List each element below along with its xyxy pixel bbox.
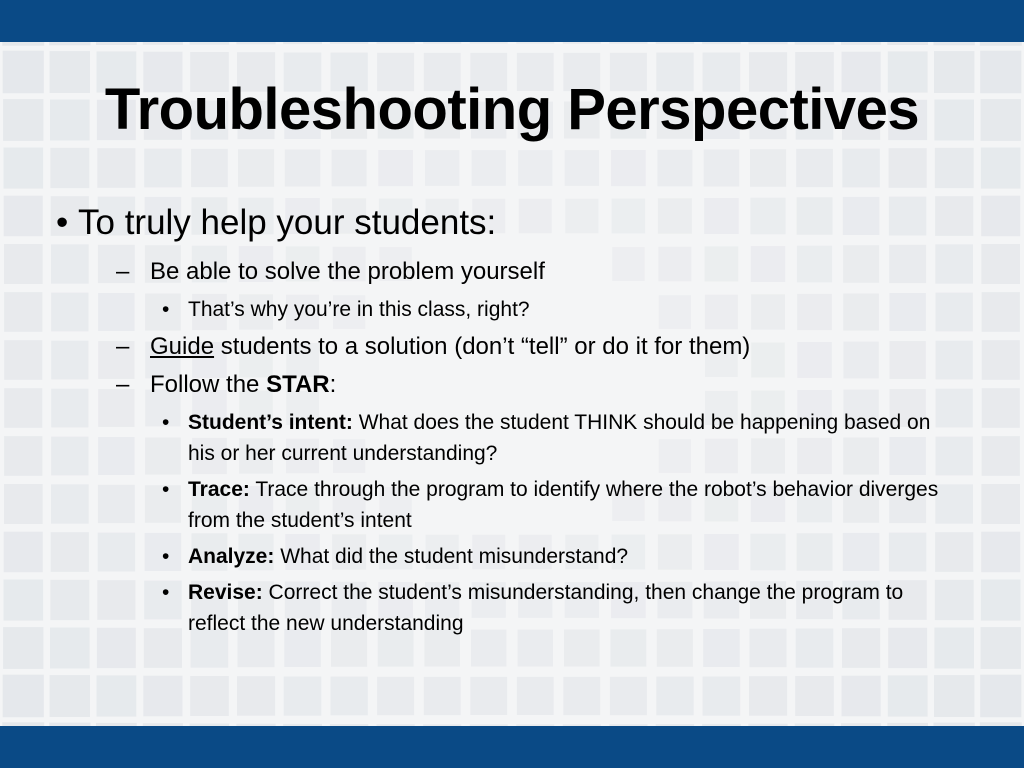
background-tile [980,675,1021,718]
bullet-marker: • [162,411,170,434]
background-tile [377,677,414,715]
dash-marker: – [116,258,130,285]
background-tile [4,580,44,621]
guide-underlined-word: Guide [150,333,215,360]
sub-bullet-guide [116,331,956,363]
detail-bullet-class [162,294,948,325]
background-tile [704,150,740,187]
background-tile [749,676,787,716]
main-bullet-text: To truly help your students: [78,203,497,242]
bullet-marker: • [162,478,170,501]
background-tile [284,677,322,716]
background-tile [982,436,1020,476]
background-tile [4,340,42,380]
background-tile [50,148,89,188]
background-tile [237,676,275,716]
bullet-marker: • [162,298,170,321]
dash-marker: – [116,333,130,360]
star-term: Revise: [188,581,263,604]
background-tile [332,150,367,187]
background-tile [563,677,600,715]
background-tile [144,149,181,188]
background-tile [4,436,42,476]
main-bullet [56,200,956,246]
background-tile [378,150,413,186]
background-tile [981,532,1020,573]
background-tile [982,340,1020,380]
background-tile [97,148,135,188]
star-term: Student’s intent: [188,411,353,434]
bottom-accent-bar [0,726,1024,768]
background-tile [143,676,182,717]
background-tile [842,676,881,717]
background-tile [4,292,42,332]
background-tile [4,148,44,189]
bullet-marker: • [56,203,69,242]
dash-marker: – [116,371,130,398]
slide-title: Troubleshooting Perspectives [104,77,920,142]
background-tile [3,675,44,718]
background-tile [470,677,507,715]
background-tile [472,150,506,186]
background-tile [517,677,554,715]
background-tile [4,388,42,428]
background-tile [982,292,1020,332]
background-tile [238,149,274,187]
background-tile [982,388,1020,428]
background-tile [981,244,1020,284]
background-tile [4,244,43,284]
background-tile [656,677,693,716]
background-tile [425,150,459,186]
background-tile [4,484,43,524]
background-tile [518,150,552,186]
slide-content [56,200,956,644]
background-tile [190,676,229,716]
top-accent-bar [0,0,1024,42]
background-tile [981,627,1021,669]
background-tile [795,676,834,716]
background-tile [981,196,1020,237]
background-tile [981,148,1021,189]
star-description: What does the student THINK should be happening based on his or her current understanding? [188,411,931,465]
background-tile [565,150,599,186]
sub-bullet-solve-text: Be able to solve the problem yourself [150,258,545,285]
star-term: Analyze: [188,545,275,568]
background-tile [889,148,927,188]
background-tile [888,675,928,716]
star-item-analyze [162,541,948,572]
background-tile [3,627,43,669]
star-description: Correct the student’s misunderstanding, then change the program to reflect the new understanding [188,581,904,635]
background-tile [703,677,741,716]
background-tile [610,677,647,715]
background-tile [935,148,974,188]
background-tile [4,196,43,237]
sub-bullet-star [116,369,956,401]
background-tile [191,149,228,187]
detail-bullet-class-text: That’s why you’re in this class, right? [188,298,530,321]
star-suffix: : [329,371,337,398]
sub-bullet-guide-text: students to a solution (don’t “tell” or do it for them) [214,333,751,360]
sub-bullet-solve [116,256,956,288]
star-item-trace [162,474,948,536]
background-tile [842,149,879,188]
background-tile [331,677,368,716]
background-tile [934,675,974,717]
background-tile [796,149,833,187]
star-term: Trace: [188,478,250,501]
bullet-marker: • [162,581,170,604]
star-description: Trace through the program to identify where the robot’s behavior diverges from the student’s intent [188,478,939,532]
star-item-intent [162,407,948,469]
background-tile [50,675,90,717]
background-tile [424,677,461,715]
background-tile [657,150,692,187]
star-item-revise [162,577,948,639]
star-acronym: STAR [266,371,330,398]
star-description: What did the student misunderstand? [274,545,629,568]
background-tile [97,675,137,716]
background-tile [981,484,1020,524]
bullet-marker: • [162,545,170,568]
star-prefix: Follow the [150,371,267,398]
background-tile [4,532,43,573]
background-tile [981,580,1021,621]
background-tile [611,150,646,186]
background-tile [750,149,786,187]
background-tile [285,150,321,187]
